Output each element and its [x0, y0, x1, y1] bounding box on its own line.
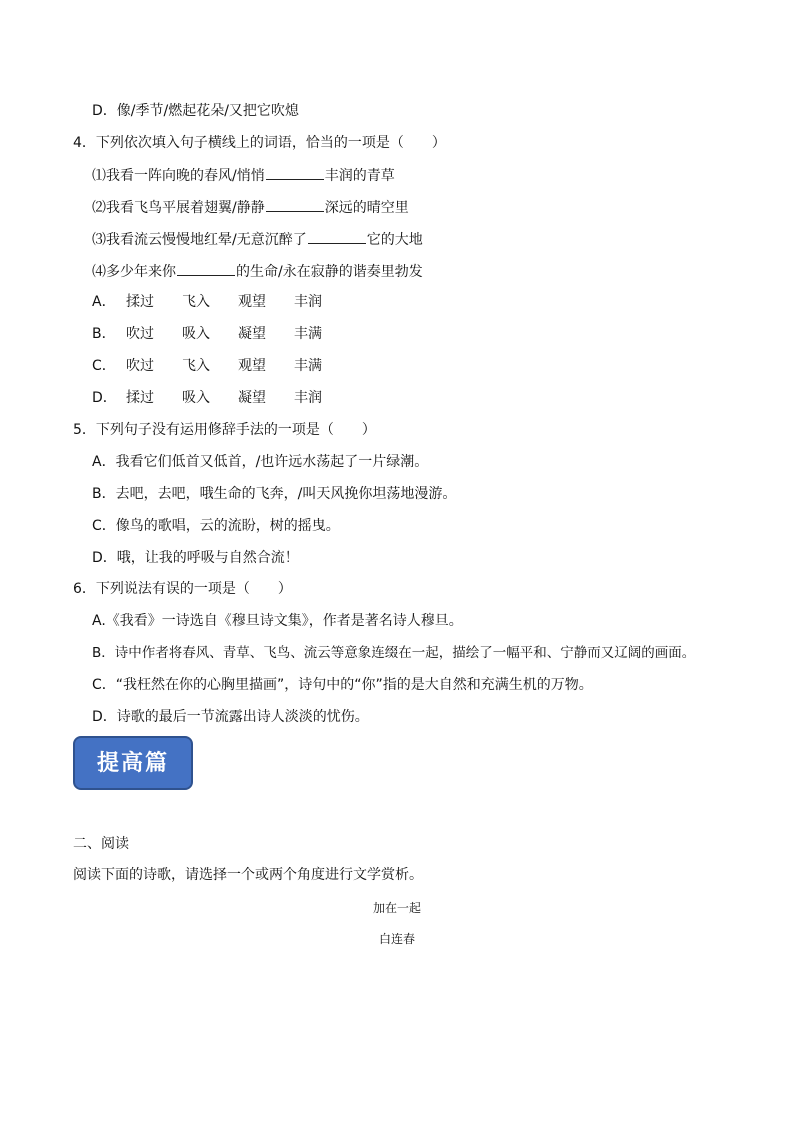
blank-underline	[266, 165, 324, 180]
blank-underline	[177, 261, 235, 276]
reading-instruction: 阅读下面的诗歌，请选择一个或两个角度进行文学赏析。	[73, 867, 423, 883]
q5-option-a: A．我看它们低首又低首，/也许远水荡起了一片绿潮。	[92, 454, 429, 470]
option-word: 飞入	[182, 294, 210, 310]
q4-option-d	[92, 388, 350, 408]
option-word: 丰润	[294, 294, 322, 310]
option-letter: B．	[92, 326, 116, 342]
poem-author: 白连春	[378, 932, 415, 946]
q4-stem: 4．下列依次填入句子横线上的词语，恰当的一项是（ ）	[73, 135, 446, 151]
option-word: 丰润	[294, 390, 322, 406]
q6-option-a: A.《我看》一诗选自《穆旦诗文集》，作者是著名诗人穆旦。	[92, 613, 463, 629]
q5-option-d: D．哦，让我的呼吸与自然合流！	[92, 550, 299, 566]
poem-title: 加在一起	[372, 901, 421, 915]
blank-underline	[266, 197, 324, 212]
option-letter: A．	[92, 294, 116, 310]
q4-line-1-after: 丰润的青草	[324, 168, 395, 184]
section-badge: 提高篇	[73, 736, 193, 790]
q6-stem: 6．下列说法有误的一项是（ ）	[73, 581, 292, 597]
option-word: 观望	[238, 358, 266, 374]
q6-option-b: B．诗中作者将春风、青草、飞鸟、流云等意象连缀在一起，描绘了一幅平和、宁静而又辽阔的画面。	[92, 645, 696, 661]
option-word: 揉过	[126, 294, 154, 310]
q4-line-4-before: ⑷多少年来你	[92, 264, 176, 280]
option-word: 丰满	[294, 358, 322, 374]
section-heading: 二、阅读	[73, 836, 129, 852]
blank-underline	[308, 229, 366, 244]
q4-option-a	[92, 292, 350, 312]
option-word: 凝望	[238, 390, 266, 406]
q4-option-c	[92, 356, 350, 376]
q4-line-3-before: ⑶我看流云慢慢地红晕/无意沉醉了	[92, 232, 307, 248]
q4-line-3	[92, 229, 423, 249]
q4-line-4	[92, 261, 423, 281]
option-word: 揉过	[126, 390, 154, 406]
q4-option-b	[92, 324, 350, 344]
q5-option-b: B．去吧，去吧，哦生命的飞奔，/叫天风挽你坦荡地漫游。	[92, 486, 457, 502]
option-word: 凝望	[238, 326, 266, 342]
option-word: 观望	[238, 294, 266, 310]
q4-line-3-after: 它的大地	[366, 232, 423, 248]
q4-line-2-after: 深远的晴空里	[324, 200, 409, 216]
q4-line-1-before: ⑴我看一阵向晚的春风/悄悄	[92, 168, 265, 184]
q6-option-c: C．“我枉然在你的心胸里描画”，诗句中的“你”指的是大自然和充满生机的万物。	[92, 677, 593, 693]
option-word: 丰满	[294, 326, 322, 342]
option-word: 吹过	[126, 358, 154, 374]
q4-line-2	[92, 197, 409, 217]
option-word: 飞入	[182, 358, 210, 374]
option-word: 吹过	[126, 326, 154, 342]
q5-option-c: C．像鸟的歌唱，云的流盼，树的摇曳。	[92, 518, 340, 534]
q5-stem: 5．下列句子没有运用修辞手法的一项是（ ）	[73, 422, 376, 438]
option-word: 吸入	[182, 390, 210, 406]
q4-line-4-after: 的生命/永在寂静的谐奏里勃发	[236, 264, 423, 280]
option-letter: C．	[92, 358, 116, 374]
q6-option-d: D．诗歌的最后一节流露出诗人淡淡的忧伤。	[92, 709, 369, 725]
q3-option-d: D．像/季节/燃起花朵/又把它吹熄	[92, 103, 299, 119]
option-word: 吸入	[182, 326, 210, 342]
q4-line-2-before: ⑵我看飞鸟平展着翅翼/静静	[92, 200, 265, 216]
option-letter: D．	[92, 390, 117, 406]
q4-line-1	[92, 165, 395, 185]
